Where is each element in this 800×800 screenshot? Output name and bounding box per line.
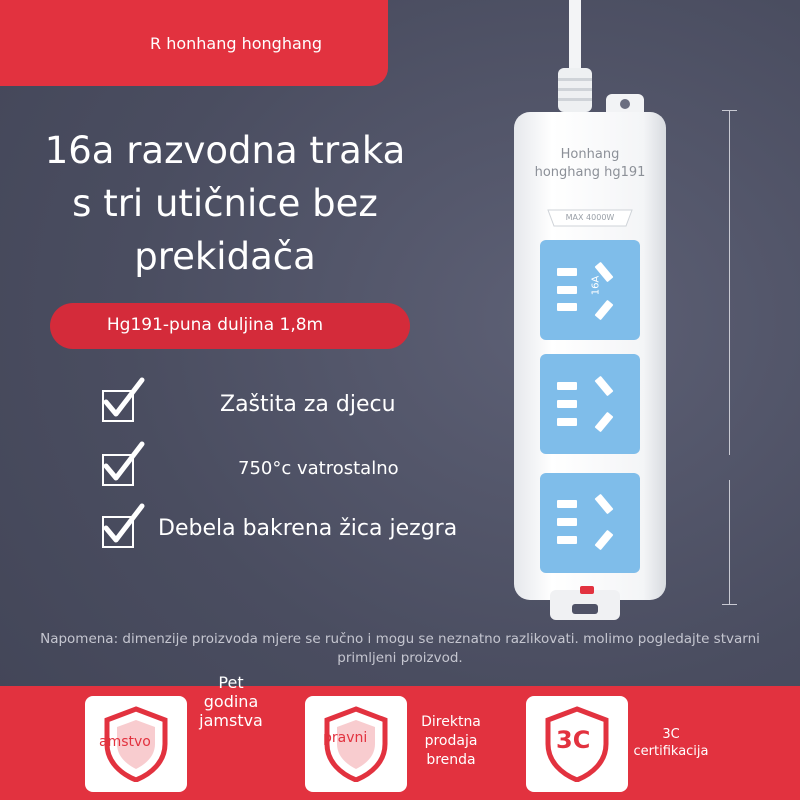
badge-direct-sale [305,696,407,792]
dimension-line-upper [729,110,730,455]
headline-line-2: s tri utičnice bez [72,182,378,225]
badge-word: amstvo [99,734,151,750]
headline [20,124,430,283]
disclaimer-note: Napomena: dimenzije proizvoda mjere se ručno i mogu se neznatno razlikovati. molimo pogledajte stvarni primljeni proizvod. [40,631,760,666]
max-rating: MAX 4000W [565,213,615,222]
feature-label: 750°c vatrostalno [238,458,399,479]
feature-label: Zaštita za djecu [220,392,396,417]
product-label-line-2: honghang hg191 [534,165,646,180]
checkbox-icon [100,446,140,486]
length-pill [50,303,410,349]
length-pill-text: Hg191-puna duljina 1,8m [106,315,324,335]
power-strip-image [500,0,690,630]
badge-warranty-label: Pet godina jamstva [199,673,263,730]
badge-warranty [85,696,187,792]
product-label-line-1: Honhang [560,147,620,162]
socket-rating: 16A [590,275,602,296]
badge-direct-sale-label: Direktna prodaja brenda [421,714,481,768]
product-label [530,146,650,182]
badge-3c [526,696,628,792]
checkbox-icon [100,382,140,422]
brand-banner [0,0,388,86]
headline-line-1: 16a razvodna traka [44,129,406,172]
brand-name: R honhang honghang [150,34,323,53]
badge-word: pravni [323,730,368,746]
feature-label: Debela bakrena žica jezgra [158,516,458,541]
dimension-line-lower [729,480,730,604]
dimension-tick-bottom [722,604,737,605]
headline-line-3: prekidača [134,235,316,278]
badge-word: 3C [556,726,591,754]
checkbox-icon [100,508,140,548]
badge-3c-label: 3C certifikacija [633,727,709,759]
